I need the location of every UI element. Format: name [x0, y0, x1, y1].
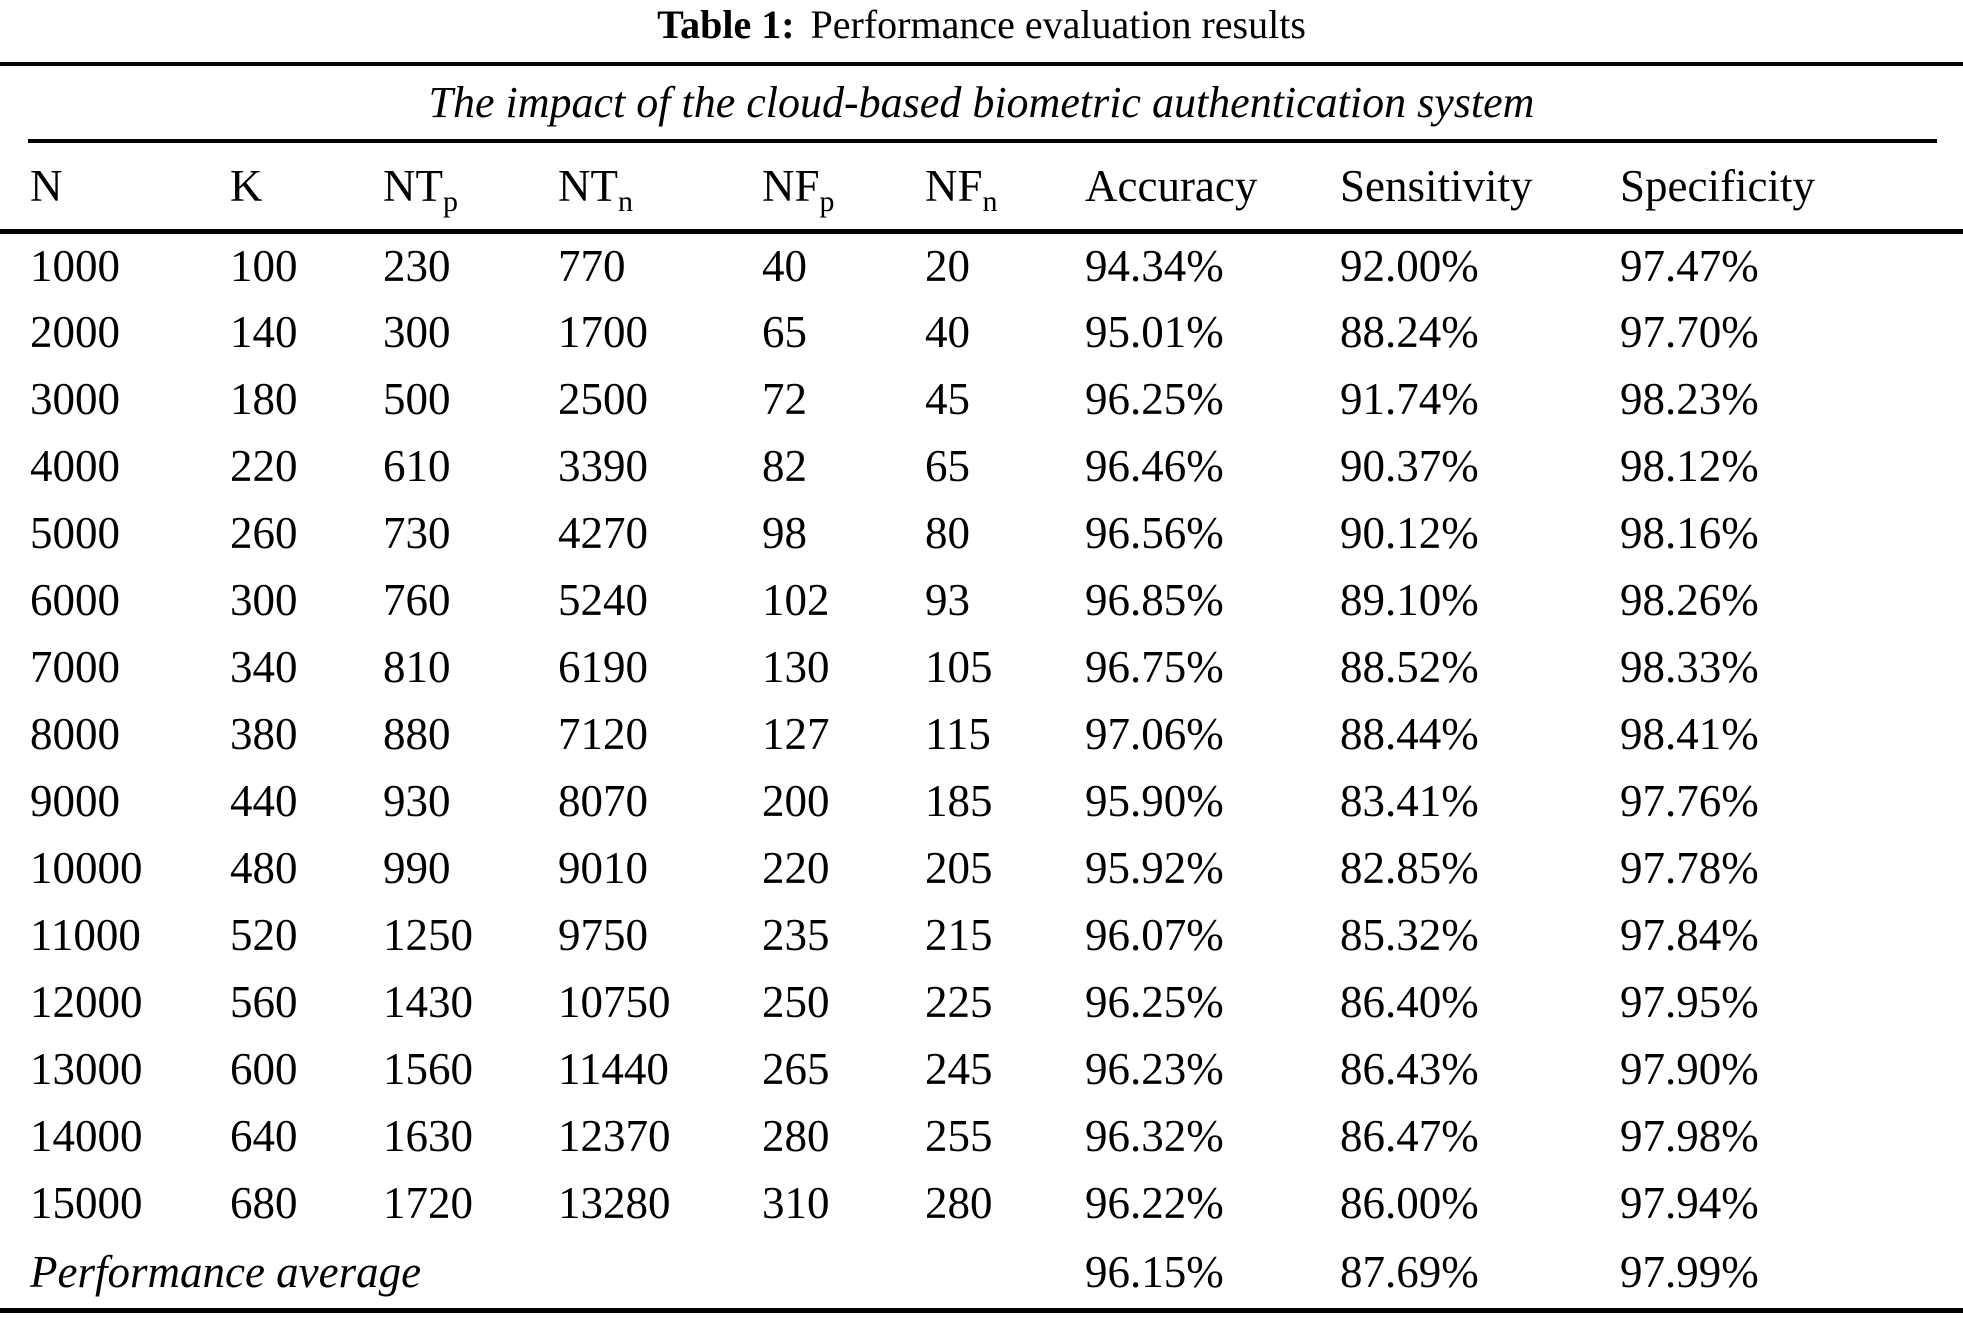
table-cell: 105 [925, 641, 993, 692]
table-cell: 280 [762, 1110, 830, 1161]
table-cell: 600 [230, 1043, 298, 1094]
table-cell: 260 [230, 507, 298, 558]
column-header-label: Sensitivity [1340, 160, 1533, 211]
table-cell: 65 [925, 440, 970, 491]
average-value: 97.99% [1620, 1247, 1759, 1297]
table-header [0, 143, 1963, 231]
table-cell: 97.98% [1620, 1110, 1759, 1161]
table-cell: 13280 [558, 1177, 671, 1228]
average-row-label: Performance average [30, 1247, 422, 1297]
table-cell: 1430 [383, 976, 473, 1027]
table-caption-title: Performance evaluation results [810, 2, 1306, 47]
table-cell: 72 [762, 373, 807, 424]
table-cell: 1000 [30, 240, 120, 291]
table-cell: 96.23% [1085, 1043, 1224, 1094]
table-cell: 96.07% [1085, 909, 1224, 960]
table-cell: 96.22% [1085, 1177, 1224, 1228]
table-cell: 92.00% [1340, 240, 1479, 291]
column-header-specificity [1590, 143, 1963, 231]
table-cell: 230 [383, 240, 451, 291]
column-header-label: NT [383, 160, 443, 211]
table-cell: 98 [762, 507, 807, 558]
column-header-subscript: p [443, 184, 458, 218]
table-cell: 98.41% [1620, 708, 1759, 759]
header-row [0, 143, 1963, 231]
table-cell: 610 [383, 440, 451, 491]
table-row [0, 700, 1963, 767]
table-row [0, 298, 1963, 365]
table-cell: 14000 [30, 1110, 143, 1161]
table-cell: 86.43% [1340, 1043, 1479, 1094]
table-cell: 480 [230, 842, 298, 893]
table-cell: 96.25% [1085, 373, 1224, 424]
table-row [0, 633, 1963, 700]
column-header-subscript: n [982, 184, 998, 218]
table-cell: 730 [383, 507, 451, 558]
table-cell: 95.01% [1085, 306, 1224, 357]
table-cell: 40 [762, 240, 807, 291]
table-cell: 1250 [383, 909, 473, 960]
table-cell: 86.40% [1340, 976, 1479, 1027]
average-value: 87.69% [1340, 1247, 1479, 1297]
table-cell: 98.23% [1620, 373, 1759, 424]
table-cell: 140 [230, 306, 298, 357]
table-cell: 770 [558, 240, 626, 291]
table-cell: 96.56% [1085, 507, 1224, 558]
table-cell: 97.90% [1620, 1043, 1759, 1094]
table-cell: 83.41% [1340, 775, 1479, 826]
table-cell: 91.74% [1340, 373, 1479, 424]
table-cell: 97.94% [1620, 1177, 1759, 1228]
table-cell: 300 [230, 574, 298, 625]
table-cell: 97.84% [1620, 909, 1759, 960]
table-cell: 560 [230, 976, 298, 1027]
table-cell: 760 [383, 574, 451, 625]
table-cell: 280 [925, 1177, 993, 1228]
table-cell: 11000 [30, 909, 141, 960]
table-cell: 95.90% [1085, 775, 1224, 826]
table-cell: 8070 [558, 775, 648, 826]
table-cell: 9010 [558, 842, 648, 893]
column-header-accuracy [1055, 143, 1310, 231]
column-header-label: NT [558, 160, 618, 211]
table-row [0, 968, 1963, 1035]
table-cell: 97.78% [1620, 842, 1759, 893]
table-cell: 380 [230, 708, 298, 759]
table-cell: 86.47% [1340, 1110, 1479, 1161]
table-cell: 310 [762, 1177, 830, 1228]
column-header-sensitivity [1310, 143, 1590, 231]
table-row [0, 231, 1963, 298]
table-cell: 20 [925, 240, 970, 291]
table-cell: 680 [230, 1177, 298, 1228]
table-cell: 98.33% [1620, 641, 1759, 692]
table-cell: 205 [925, 842, 993, 893]
table-cell: 97.06% [1085, 708, 1224, 759]
table-cell: 5240 [558, 574, 648, 625]
column-header-label: N [30, 160, 63, 211]
table-cell: 6190 [558, 641, 648, 692]
table-row [0, 499, 1963, 566]
table-cell: 520 [230, 909, 298, 960]
table-cell: 7000 [30, 641, 120, 692]
table-cell: 245 [925, 1043, 993, 1094]
table-cell: 115 [925, 708, 991, 759]
table-cell: 810 [383, 641, 451, 692]
table-cell: 12000 [30, 976, 143, 1027]
table-cell: 185 [925, 775, 993, 826]
table-cell: 10000 [30, 842, 143, 893]
table-row [0, 1169, 1963, 1236]
table-cell: 88.52% [1340, 641, 1479, 692]
column-header-nfp [732, 143, 895, 231]
table-cell: 4000 [30, 440, 120, 491]
table-cell: 97.70% [1620, 306, 1759, 357]
table-cell: 98.12% [1620, 440, 1759, 491]
table-cell: 1700 [558, 306, 648, 357]
table-footer [0, 1236, 1963, 1308]
table-body [0, 231, 1963, 1236]
table-cell: 88.24% [1340, 306, 1479, 357]
table-row [0, 1102, 1963, 1169]
results-table [0, 143, 1963, 1308]
table-cell: 40 [925, 306, 970, 357]
table-cell: 990 [383, 842, 451, 893]
table-cell: 85.32% [1340, 909, 1479, 960]
table-cell: 930 [383, 775, 451, 826]
table-cell: 2000 [30, 306, 120, 357]
table-row [0, 901, 1963, 968]
table-cell: 215 [925, 909, 993, 960]
table-cell: 12370 [558, 1110, 671, 1161]
table-cell: 102 [762, 574, 830, 625]
table-cell: 13000 [30, 1043, 143, 1094]
table-cell: 255 [925, 1110, 993, 1161]
table-cell: 93 [925, 574, 970, 625]
column-header-n [0, 143, 200, 231]
bottom-rule [0, 1308, 1963, 1313]
table-cell: 97.95% [1620, 976, 1759, 1027]
table-cell: 340 [230, 641, 298, 692]
table-cell: 100 [230, 240, 298, 291]
table-cell: 96.46% [1085, 440, 1224, 491]
table-subtitle: The impact of the cloud-based biometric authentication system [428, 78, 1535, 127]
column-header-nfn [895, 143, 1055, 231]
table-cell: 6000 [30, 574, 120, 625]
table-cell: 94.34% [1085, 240, 1224, 291]
table-row [0, 365, 1963, 432]
table-row [0, 767, 1963, 834]
table-cell: 96.25% [1085, 976, 1224, 1027]
table-cell: 1560 [383, 1043, 473, 1094]
table-cell: 15000 [30, 1177, 143, 1228]
column-header-label: K [230, 160, 263, 211]
table-cell: 220 [230, 440, 298, 491]
table-cell: 98.26% [1620, 574, 1759, 625]
table-cell: 1720 [383, 1177, 473, 1228]
table-cell: 90.37% [1340, 440, 1479, 491]
column-header-subscript: n [618, 184, 633, 218]
average-row [0, 1236, 1963, 1308]
table-cell: 440 [230, 775, 298, 826]
column-header-label: Specificity [1620, 160, 1815, 211]
table-cell: 1630 [383, 1110, 473, 1161]
table-cell: 45 [925, 373, 970, 424]
table-cell: 200 [762, 775, 830, 826]
table-cell: 235 [762, 909, 830, 960]
table-cell: 500 [383, 373, 451, 424]
table-cell: 9750 [558, 909, 648, 960]
table-cell: 97.47% [1620, 240, 1759, 291]
table-cell: 127 [762, 708, 830, 759]
table-cell: 11440 [558, 1043, 669, 1094]
table-cell: 130 [762, 641, 830, 692]
table-cell: 3000 [30, 373, 120, 424]
column-header-label: Accuracy [1085, 160, 1258, 211]
table-cell: 90.12% [1340, 507, 1479, 558]
table-cell: 89.10% [1340, 574, 1479, 625]
table-cell: 95.92% [1085, 842, 1224, 893]
table-cell: 88.44% [1340, 708, 1479, 759]
table-cell: 300 [383, 306, 451, 357]
table-cell: 82.85% [1340, 842, 1479, 893]
table-cell: 9000 [30, 775, 120, 826]
column-header-ntp [353, 143, 528, 231]
table-caption-number: Table 1: [657, 2, 795, 47]
table-cell: 10750 [558, 976, 671, 1027]
table-cell: 96.85% [1085, 574, 1224, 625]
table-cell: 4270 [558, 507, 648, 558]
table-cell: 5000 [30, 507, 120, 558]
column-header-label: NF [762, 160, 820, 211]
table-row [0, 1035, 1963, 1102]
average-value: 96.15% [1085, 1247, 1224, 1297]
table-cell: 98.16% [1620, 507, 1759, 558]
table-cell: 640 [230, 1110, 298, 1161]
table-cell: 880 [383, 708, 451, 759]
table-row [0, 566, 1963, 633]
table-cell: 180 [230, 373, 298, 424]
table-cell: 8000 [30, 708, 120, 759]
table-cell: 220 [762, 842, 830, 893]
table-cell: 86.00% [1340, 1177, 1479, 1228]
column-header-subscript: p [819, 184, 835, 218]
table-cell: 65 [762, 306, 807, 357]
column-header-ntn [528, 143, 732, 231]
table-cell: 250 [762, 976, 830, 1027]
table-cell: 3390 [558, 440, 648, 491]
table-cell: 80 [925, 507, 970, 558]
table-cell: 7120 [558, 708, 648, 759]
table-cell: 225 [925, 976, 993, 1027]
table-cell: 265 [762, 1043, 830, 1094]
table-cell: 2500 [558, 373, 648, 424]
column-header-k [200, 143, 353, 231]
table-cell: 82 [762, 440, 807, 491]
table-cell: 96.32% [1085, 1110, 1224, 1161]
column-header-label: NF [925, 160, 983, 211]
table-cell: 97.76% [1620, 775, 1759, 826]
table-row [0, 834, 1963, 901]
table-cell: 96.75% [1085, 641, 1224, 692]
table-caption [0, 0, 1963, 48]
table-row [0, 432, 1963, 499]
